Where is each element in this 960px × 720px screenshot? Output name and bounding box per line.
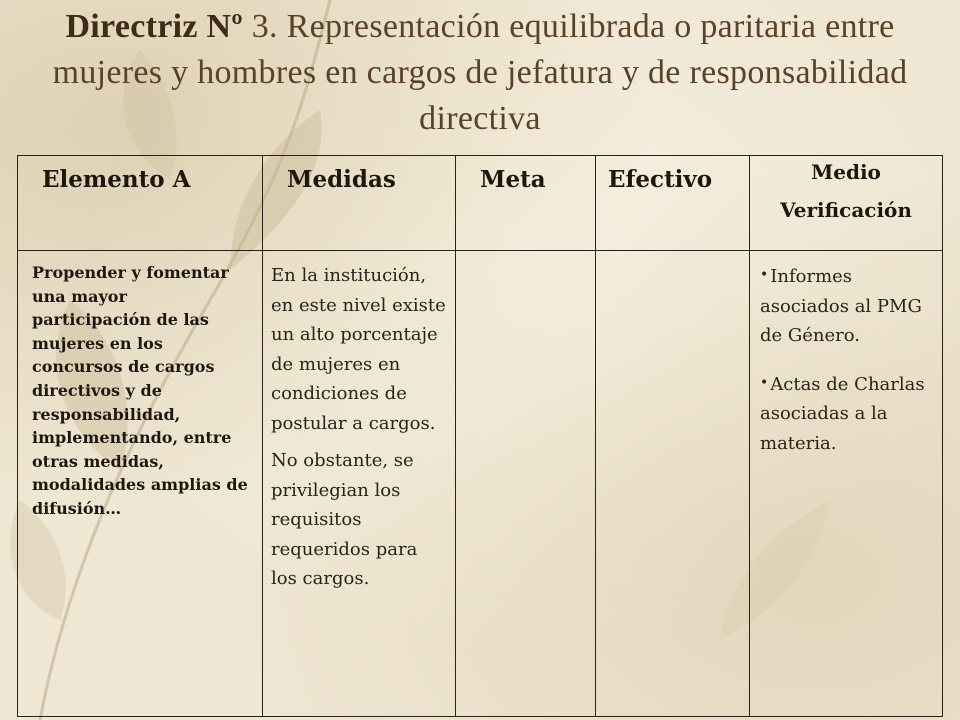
list-item: • Actas de Charlas asociadas a la materia. — [760, 373, 925, 454]
cell-elemento: Propender y fomentar una mayor participación de las mujeres en los concursos de cargos directivos y de responsabilidad, implementando, entre otras medidas, modalidades amplias de difusión… — [18, 251, 263, 717]
header-elemento: Elemento A — [18, 156, 263, 251]
title-rest: 3. Representación equilibrada o paritaria entre mujeres y hombres en cargos de jefatura y de responsabilidad directiva — [52, 8, 908, 137]
medidas-paragraph-1: En la institución, en este nivel existe un alto porcentaje de mujeres en condiciones de postular a cargos. — [271, 265, 446, 434]
header-meta: Meta — [456, 156, 596, 251]
bullet-icon: • — [760, 267, 769, 283]
header-medio-line2: Verificación — [780, 198, 912, 222]
slide-title — [40, 4, 920, 142]
header-medidas: Medidas — [263, 156, 456, 251]
cell-meta — [456, 251, 596, 717]
cell-medio-verificacion — [750, 251, 943, 717]
cell-efectivo — [596, 251, 750, 717]
bullet-icon: • — [760, 374, 769, 391]
header-medio-verificacion — [750, 156, 943, 251]
list-item: • Informes asociados al PMG de Género. — [760, 266, 922, 346]
table-row — [18, 251, 943, 717]
header-medio-line1: Medio — [811, 160, 881, 184]
cell-medidas — [263, 251, 456, 717]
medidas-paragraph-2: No obstante, se privilegian los requisitos requeridos para los cargos. — [271, 450, 418, 589]
table-header-row — [18, 156, 943, 251]
header-efectivo: Efectivo — [596, 156, 750, 251]
directive-table — [17, 155, 943, 717]
title-lead: Directriz Nº — [65, 8, 243, 45]
